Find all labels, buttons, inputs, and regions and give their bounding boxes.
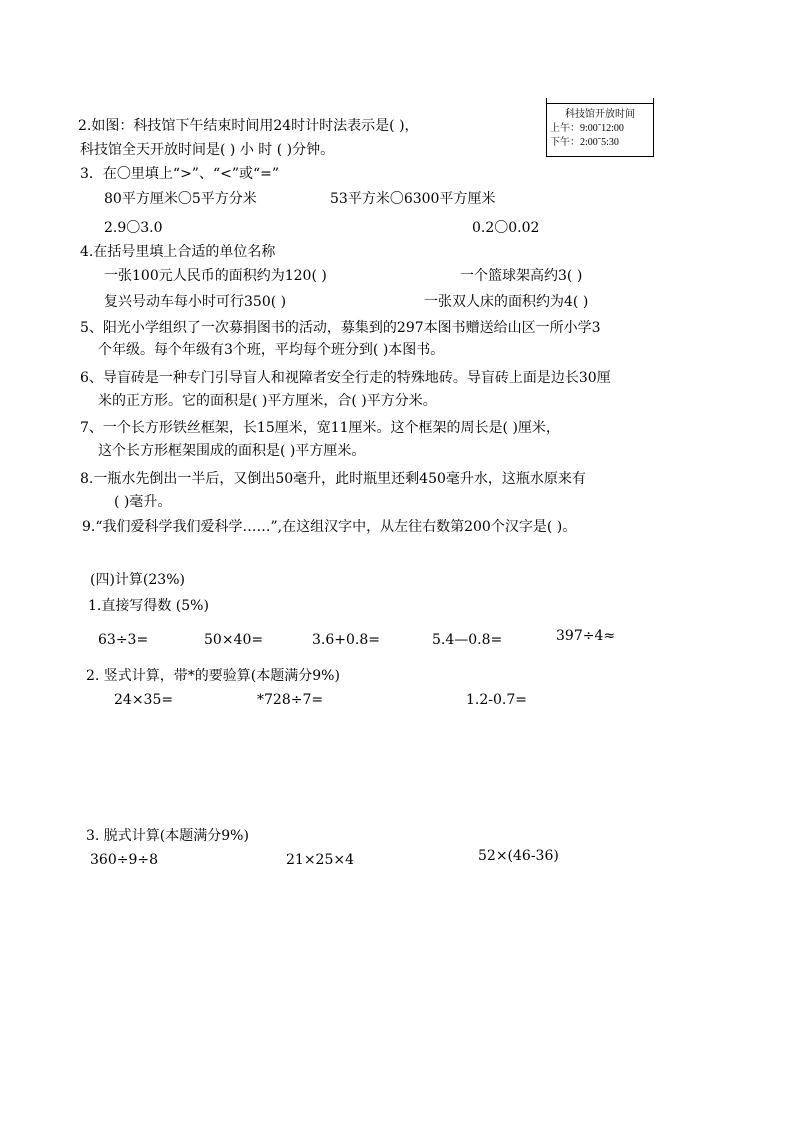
box-corner-tick-left	[546, 98, 547, 104]
q4-heading: 4.在括号里填上合适的单位名称	[80, 244, 276, 260]
part1-item-4: 5.4—0.8=	[432, 632, 503, 648]
part1-item-5: 397÷4≈	[556, 628, 616, 644]
part1-item-1: 63÷3=	[98, 632, 149, 648]
q3-item-4: 0.2〇0.02	[472, 220, 540, 236]
part3-item-1: 360÷9÷8	[90, 852, 158, 868]
q3-item-3: 2.9〇3.0	[104, 220, 163, 236]
part2-item-3: 1.2-0.7=	[466, 692, 527, 708]
part3-heading: 3. 脱式计算(本题满分9%)	[86, 828, 249, 844]
part1-item-3: 3.6+0.8=	[312, 632, 380, 648]
q5-line2: 个年级。每个年级有3个班，平均每个班分到( )本图书。	[98, 342, 445, 358]
q4-item-1: 一张100元人民币的面积约为120( )	[104, 268, 327, 284]
schedule-box	[546, 103, 654, 157]
box-corner-tick-right	[653, 98, 654, 104]
schedule-am: 上午：9:00˜12:00	[550, 123, 624, 134]
part3-item-2: 21×25×4	[286, 852, 354, 868]
q9-line1: 9.“我们爱科学我们爱科学……”,在这组汉字中，从左往右数第200个汉字是( )。	[82, 519, 577, 535]
part1-item-2: 50×40=	[204, 632, 264, 648]
schedule-title: 科技馆开放时间	[565, 109, 635, 120]
q4-item-2: 一个篮球架高约3( )	[460, 268, 583, 284]
section-title: (四)计算(23%)	[90, 572, 185, 588]
part2-heading: 2. 竖式计算，带*的要验算(本题满分9%)	[86, 668, 340, 684]
schedule-pm: 下午：2:00˜5:30	[550, 137, 619, 148]
q4-item-3: 复兴号动车每小时可行350( )	[104, 294, 287, 310]
part2-item-1: 24×35=	[114, 692, 174, 708]
part3-item-3: 52×(46-36)	[478, 848, 559, 864]
q6-line2: 米的正方形。它的面积是( )平方厘米，合( )平方分米。	[98, 393, 437, 409]
q7-line2: 这个长方形框架围成的面积是( )平方厘米。	[98, 443, 366, 459]
q6-line1: 6、导盲砖是一种专门引导盲人和视障者安全行走的特殊地砖。导盲砖上面是边长30厘	[80, 370, 611, 386]
q7-line1: 7、一个长方形铁丝框架，长15厘米，宽11厘米。这个框架的周长是( )厘米，	[80, 420, 560, 436]
q8-line1: 8.一瓶水先倒出一半后，又倒出50毫升，此时瓶里还剩450毫升水，这瓶水原来有	[80, 471, 586, 487]
q3-heading: 3．在〇里填上“>”、“<”或“=”	[80, 166, 280, 182]
part2-item-2: *728÷7=	[257, 692, 324, 708]
q4-item-4: 一张双人床的面积约为4( )	[424, 294, 589, 310]
q8-line2: ( )毫升。	[114, 494, 172, 510]
q2-line1: 2.如图：科技馆下午结束时间用24时计时法表示是( )，	[78, 118, 419, 134]
q3-item-1: 80平方厘米〇5平方分米	[104, 191, 257, 207]
q2-line2: 科技馆全天开放时间是( ) 小 时 ( )分钟。	[80, 142, 335, 158]
part1-heading: 1.直接写得数 (5%)	[88, 598, 209, 614]
q5-line1: 5、阳光小学组织了一次募捐图书的活动，募集到的297本图书赠送给山区一所小学3	[80, 320, 601, 336]
q3-item-2: 53平方米〇6300平方厘米	[330, 191, 496, 207]
